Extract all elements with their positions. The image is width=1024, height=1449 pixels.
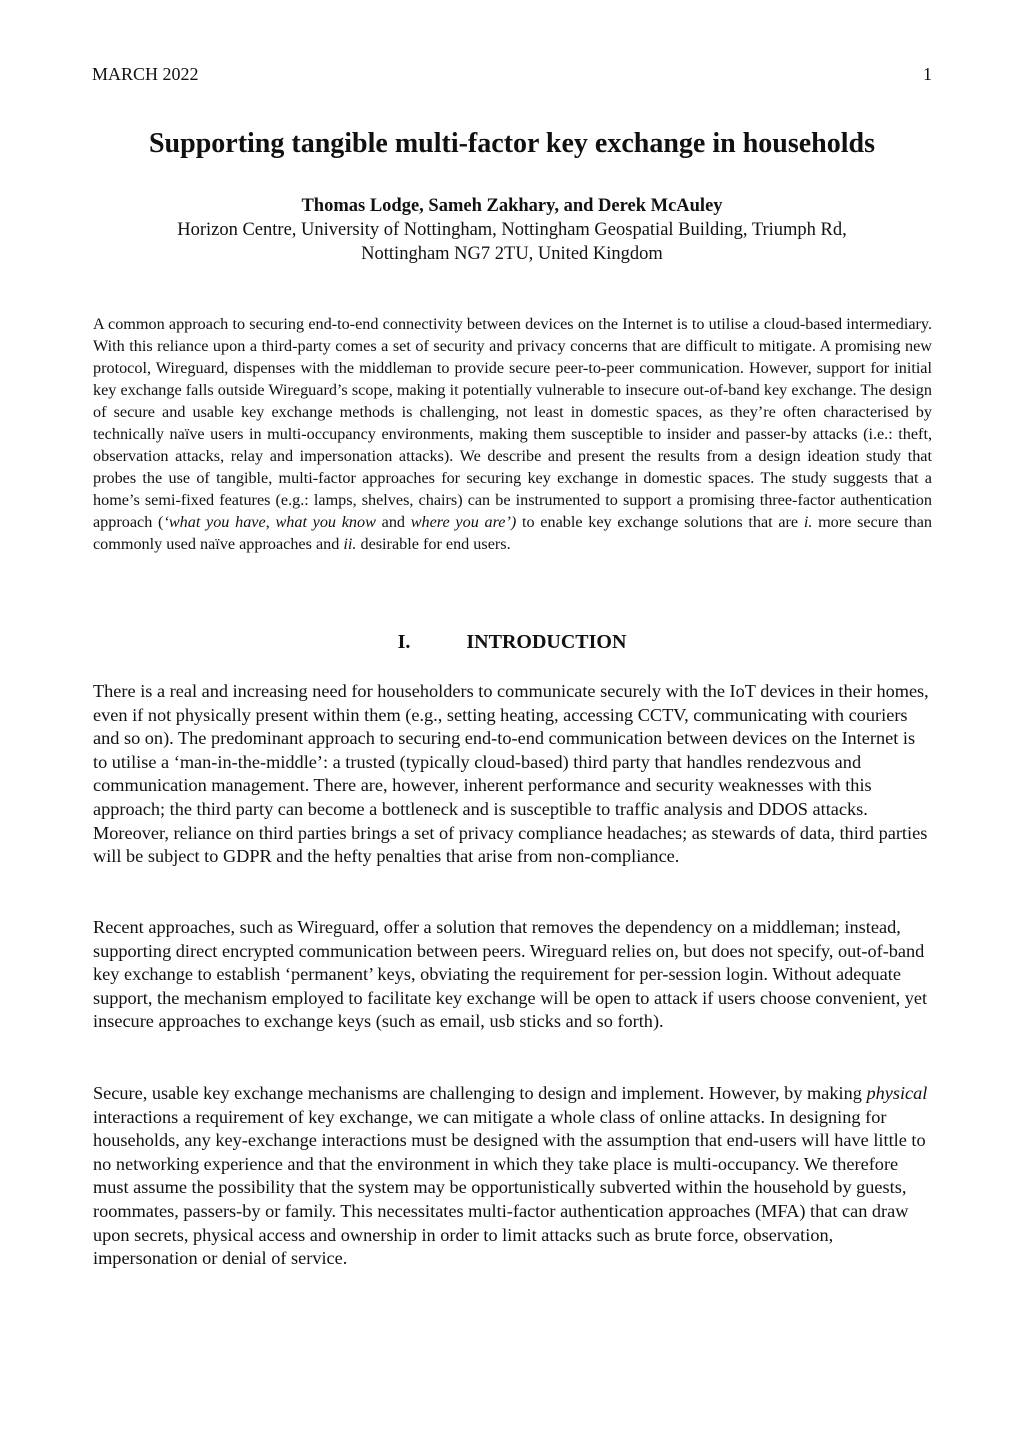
affiliation-line-1: Horizon Centre, University of Nottingham, Nottingham Geospatial Building, Triumph Rd, <box>177 220 847 240</box>
page-number: 1 <box>923 64 932 84</box>
intro-p3-text-2: interactions a requirement of key exchange, we can mitigate a whole class of online attacks. In designing for households, any key-exchange interactions must be designed with the assumption that end-users will have little to no networking experience and that the environment in which they take place is multi-occupancy. We therefore must assume the possibility that the system may be opportunistically subverted within the household by guests, roommates, passers-by or family. This necessitates multi-factor authentication approaches (MFA) that can draw upon secrets, physical access and ownership in order to limit attacks such as brute force, observation, impersonation or denial of service. <box>93 1106 926 1269</box>
intro-paragraph-1: There is a real and increasing need for householders to communicate securely with the IoT devices in their homes, even if not physically present within them (e.g., setting heating, accessing CCTV, communicating with couriers and so on). The predominant approach to securing end-to-end communication between devices on the Internet is to utilise a ‘man-in-the-middle’: a trusted (typically cloud-based) third party that handles rendezvous and communication management. There are, however, inherent performance and security weaknesses with this approach; the third party can become a bottleneck and is susceptible to traffic analysis and DDOS attacks. Moreover, reliance on third parties brings a set of privacy compliance headaches; as stewards of data, third parties will be subject to GDPR and the hefty penalties that arise from non-compliance. <box>93 681 929 867</box>
abstract-roman-i: i. <box>803 513 813 531</box>
paper-title: Supporting tangible multi-factor key exchange in households <box>148 128 876 159</box>
section-heading-introduction <box>92 628 932 656</box>
header-date: MARCH 2022 <box>92 64 199 84</box>
abstract-factor-know: what you know <box>275 513 376 531</box>
abstract <box>93 313 932 555</box>
author-list: Thomas Lodge, Sameh Zakhary, and Derek McAuley <box>301 196 723 216</box>
abstract-roman-ii: ii. <box>343 535 357 553</box>
intro-p3-emphasis: physical <box>866 1083 928 1103</box>
intro-paragraph-2: Recent approaches, such as Wireguard, offer a solution that removes the dependency on a middleman; instead, supporting direct encrypted communication between peers. Wireguard relies on, but does not specify, out-of-band key exchange to establish ‘permanent’ keys, obviating the requirement for per-session login. Without adequate support, the mechanism employed to facilitate key exchange will be open to attack if users choose convenient, yet insecure approaches to exchange keys (such as email, usb sticks and so forth). <box>93 917 928 1032</box>
affiliation-line-2: Nottingham NG7 2TU, United Kingdom <box>361 244 663 264</box>
abstract-sep-2: and <box>375 513 411 531</box>
abstract-text-2: to enable key exchange solutions that are <box>516 513 804 531</box>
section-title: INTRODUCTION <box>466 631 627 653</box>
intro-p3-text-1: Secure, usable key exchange mechanisms are challenging to design and implement. However, by making <box>93 1083 867 1103</box>
abstract-sep-1: , <box>265 513 276 531</box>
affiliation <box>92 218 932 266</box>
abstract-factor-have: ‘what you have <box>163 513 266 531</box>
abstract-text-4: desirable for end users. <box>356 535 511 553</box>
abstract-text-3: more secure than commonly used naïve approaches and <box>93 513 932 553</box>
intro-paragraph-3 <box>93 1082 933 1271</box>
abstract-text-1: A common approach to securing end-to-end connectivity between devices on the Internet is to utilise a cloud-based intermediary. With this reliance upon a third-party comes a set of security and privacy concerns that are difficult to mitigate. A promising new protocol, Wireguard, dispenses with the middleman to provide secure peer-to-peer communication. However, support for initial key exchange falls outside Wireguard’s scope, making it potentially vulnerable to insecure out-of-band key exchange. The design of secure and usable key exchange methods is challenging, not least in domestic spaces, as they’re often characterised by technically naïve users in multi-occupancy environments, making them susceptible to insider and passer-by attacks (i.e.: theft, observation attacks, relay and impersonation attacks). We describe and present the results from a design ideation study that probes the use of tangible, multi-factor approaches for securing key exchange in domestic spaces. The study suggests that a home’s semi-fixed features (e.g.: lamps, shelves, chairs) can be instrumented to support a promising three-factor authentication approach ( <box>93 315 932 531</box>
abstract-factor-where: where you are’) <box>410 513 517 531</box>
section-number: I. <box>397 631 411 653</box>
